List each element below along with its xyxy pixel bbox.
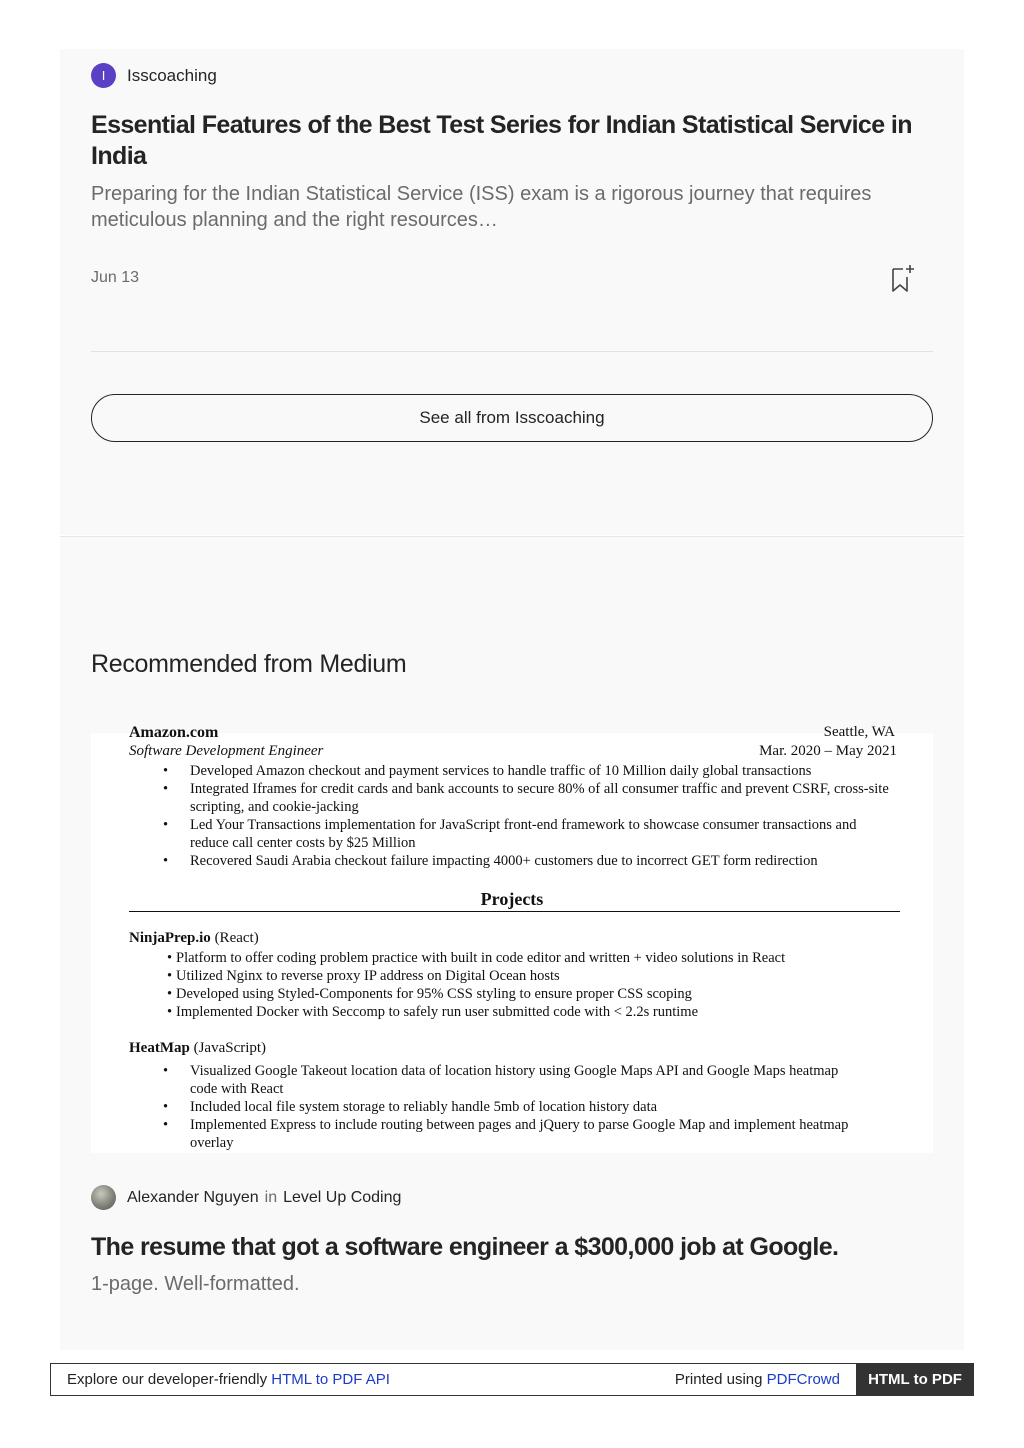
resume-project-bullets (167, 949, 897, 1021)
resume-section-heading: Projects (480, 889, 544, 909)
list-item: • Integrated Iframes for credit cards and bank accounts to secure 80% of all consumer traffic and prevent CSRF, cross-site scripting, and cookie-jacking (163, 780, 893, 816)
article-subtitle[interactable]: Preparing for the Indian Statistical Service (ISS) exam is a rigorous journey that requires meticulous planning and the right resources… (91, 183, 872, 231)
resume-dates: Mar. 2020 – May 2021 (759, 743, 897, 759)
article-title[interactable]: Essential Features of the Best Test Series for Indian Statistical Service in India (91, 111, 912, 170)
list-item: • Platform to offer coding problem practice with built in code editor and written + video solutions in React (167, 949, 897, 967)
article-date: Jun 13 (91, 269, 140, 286)
publication-name[interactable]: Isscoaching (127, 65, 217, 85)
resume-company: Amazon.com (129, 724, 219, 741)
list-item: • Included local file system storage to reliably handle 5mb of location history data (163, 1098, 863, 1116)
footer-right-text: Printed using PDFCrowd (674, 1371, 840, 1388)
html-to-pdf-api-link[interactable]: HTML to PDF API (271, 1371, 390, 1388)
author-row (91, 1185, 401, 1210)
html-to-pdf-button[interactable]: HTML to PDF (856, 1363, 974, 1396)
publication-link[interactable]: Level Up Coding (283, 1188, 402, 1206)
in-label: in (264, 1188, 278, 1206)
divider (91, 351, 933, 352)
resume-project-title: NinjaPrep.io (React) (129, 930, 259, 946)
list-item: • Recovered Saudi Arabia checkout failure impacting 4000+ customers due to incorrect GET form redirection (163, 852, 893, 870)
resume-role: Software Development Engineer (129, 743, 324, 759)
avatar[interactable] (91, 1185, 116, 1210)
recommended-heading: Recommended from Medium (91, 650, 407, 678)
resume-job-bullets (163, 762, 893, 870)
author-name[interactable]: Alexander Nguyen (127, 1188, 259, 1206)
pdf-footer-banner (50, 1363, 974, 1396)
list-item: • Implemented Express to include routing between pages and jQuery to parse Google Map and implement heatmap overlay (163, 1116, 863, 1152)
bookmark-add-icon[interactable] (888, 262, 916, 294)
list-item: • Implemented Docker with Seccomp to safely run user submitted code with < 2.2s runtime (167, 1003, 897, 1021)
list-item: • Visualized Google Takeout location data of location history using Google Maps API and Google Maps heatmap code with React (163, 1062, 863, 1098)
footer-left-text: Explore our developer-friendly HTML to PDF API (67, 1371, 390, 1388)
list-item: • Utilized Nginx to reverse proxy IP address on Digital Ocean hosts (167, 967, 897, 985)
resume-city: Seattle, WA (823, 724, 895, 740)
list-item: • Developed Amazon checkout and payment services to handle traffic of 10 Million daily global transactions (163, 762, 893, 780)
list-item: • Developed using Styled-Components for 95% CSS styling to ensure proper CSS scoping (167, 985, 897, 1003)
resume-project-title: HeatMap (JavaScript) (129, 1040, 267, 1056)
list-item: • Led Your Transactions implementation for JavaScript front-end framework to showcase consumer transactions and reduce call center costs by $25 Million (163, 816, 893, 852)
resume-project-bullets (163, 1062, 863, 1152)
recommended-article-subtitle[interactable]: 1-page. Well-formatted. (91, 1273, 300, 1295)
pdfcrowd-link[interactable]: PDFCrowd (766, 1371, 840, 1388)
recommended-article-title[interactable]: The resume that got a software engineer a $300,000 job at Google. (91, 1233, 839, 1261)
resume-rule (129, 911, 900, 912)
publication-avatar[interactable]: I (91, 63, 116, 88)
recommended-article-thumbnail[interactable] (91, 724, 933, 1153)
publication-row[interactable] (91, 63, 217, 88)
see-all-button[interactable]: See all from Isscoaching (91, 394, 933, 442)
